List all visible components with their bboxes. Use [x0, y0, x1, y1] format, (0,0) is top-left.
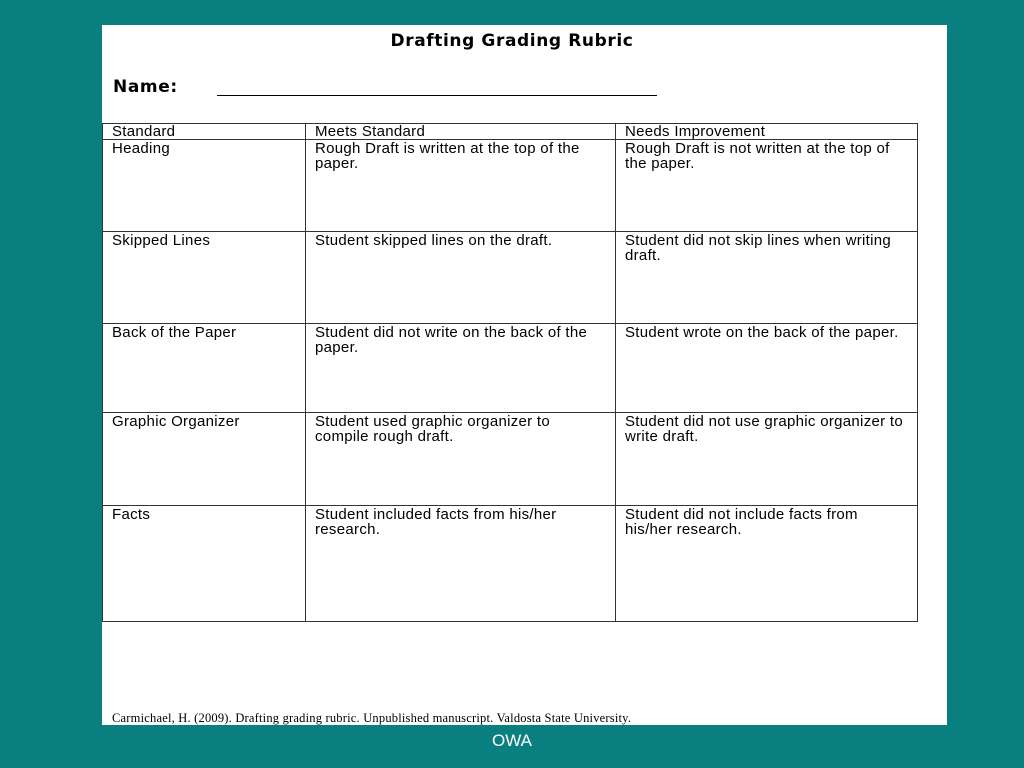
header-meets-standard: Meets Standard — [306, 124, 616, 140]
citation: Carmichael, H. (2009). Drafting grading rubric. Unpublished manuscript. Valdosta State University. — [112, 711, 632, 725]
table-row — [103, 413, 918, 506]
rubric-table — [102, 123, 918, 622]
name-blank-line — [217, 95, 657, 96]
header-needs-improvement: Needs Improvement — [616, 124, 918, 140]
standard-cell: Facts — [103, 506, 306, 622]
table-header-row — [103, 124, 918, 140]
footer-label: OWA — [492, 731, 532, 750]
meets-cell: Student included facts from his/her research. — [306, 506, 616, 622]
needs-cell: Student wrote on the back of the paper. — [616, 324, 918, 413]
standard-cell: Heading — [103, 140, 306, 232]
meets-cell: Student did not write on the back of the paper. — [306, 324, 616, 413]
page-title: Drafting Grading Rubric — [390, 31, 634, 51]
name-label: Name: — [113, 77, 178, 97]
rubric-page — [102, 25, 947, 725]
meets-cell: Rough Draft is written at the top of the paper. — [306, 140, 616, 232]
needs-cell: Student did not skip lines when writing draft. — [616, 232, 918, 324]
needs-cell: Student did not include facts from his/her research. — [616, 506, 918, 622]
meets-cell: Student used graphic organizer to compile rough draft. — [306, 413, 616, 506]
table-row — [103, 140, 918, 232]
table-row — [103, 506, 918, 622]
needs-cell: Rough Draft is not written at the top of the paper. — [616, 140, 918, 232]
header-standard: Standard — [103, 124, 306, 140]
standard-cell: Back of the Paper — [103, 324, 306, 413]
table-row — [103, 324, 918, 413]
needs-cell: Student did not use graphic organizer to write draft. — [616, 413, 918, 506]
standard-cell: Graphic Organizer — [103, 413, 306, 506]
table-row — [103, 232, 918, 324]
meets-cell: Student skipped lines on the draft. — [306, 232, 616, 324]
standard-cell: Skipped Lines — [103, 232, 306, 324]
